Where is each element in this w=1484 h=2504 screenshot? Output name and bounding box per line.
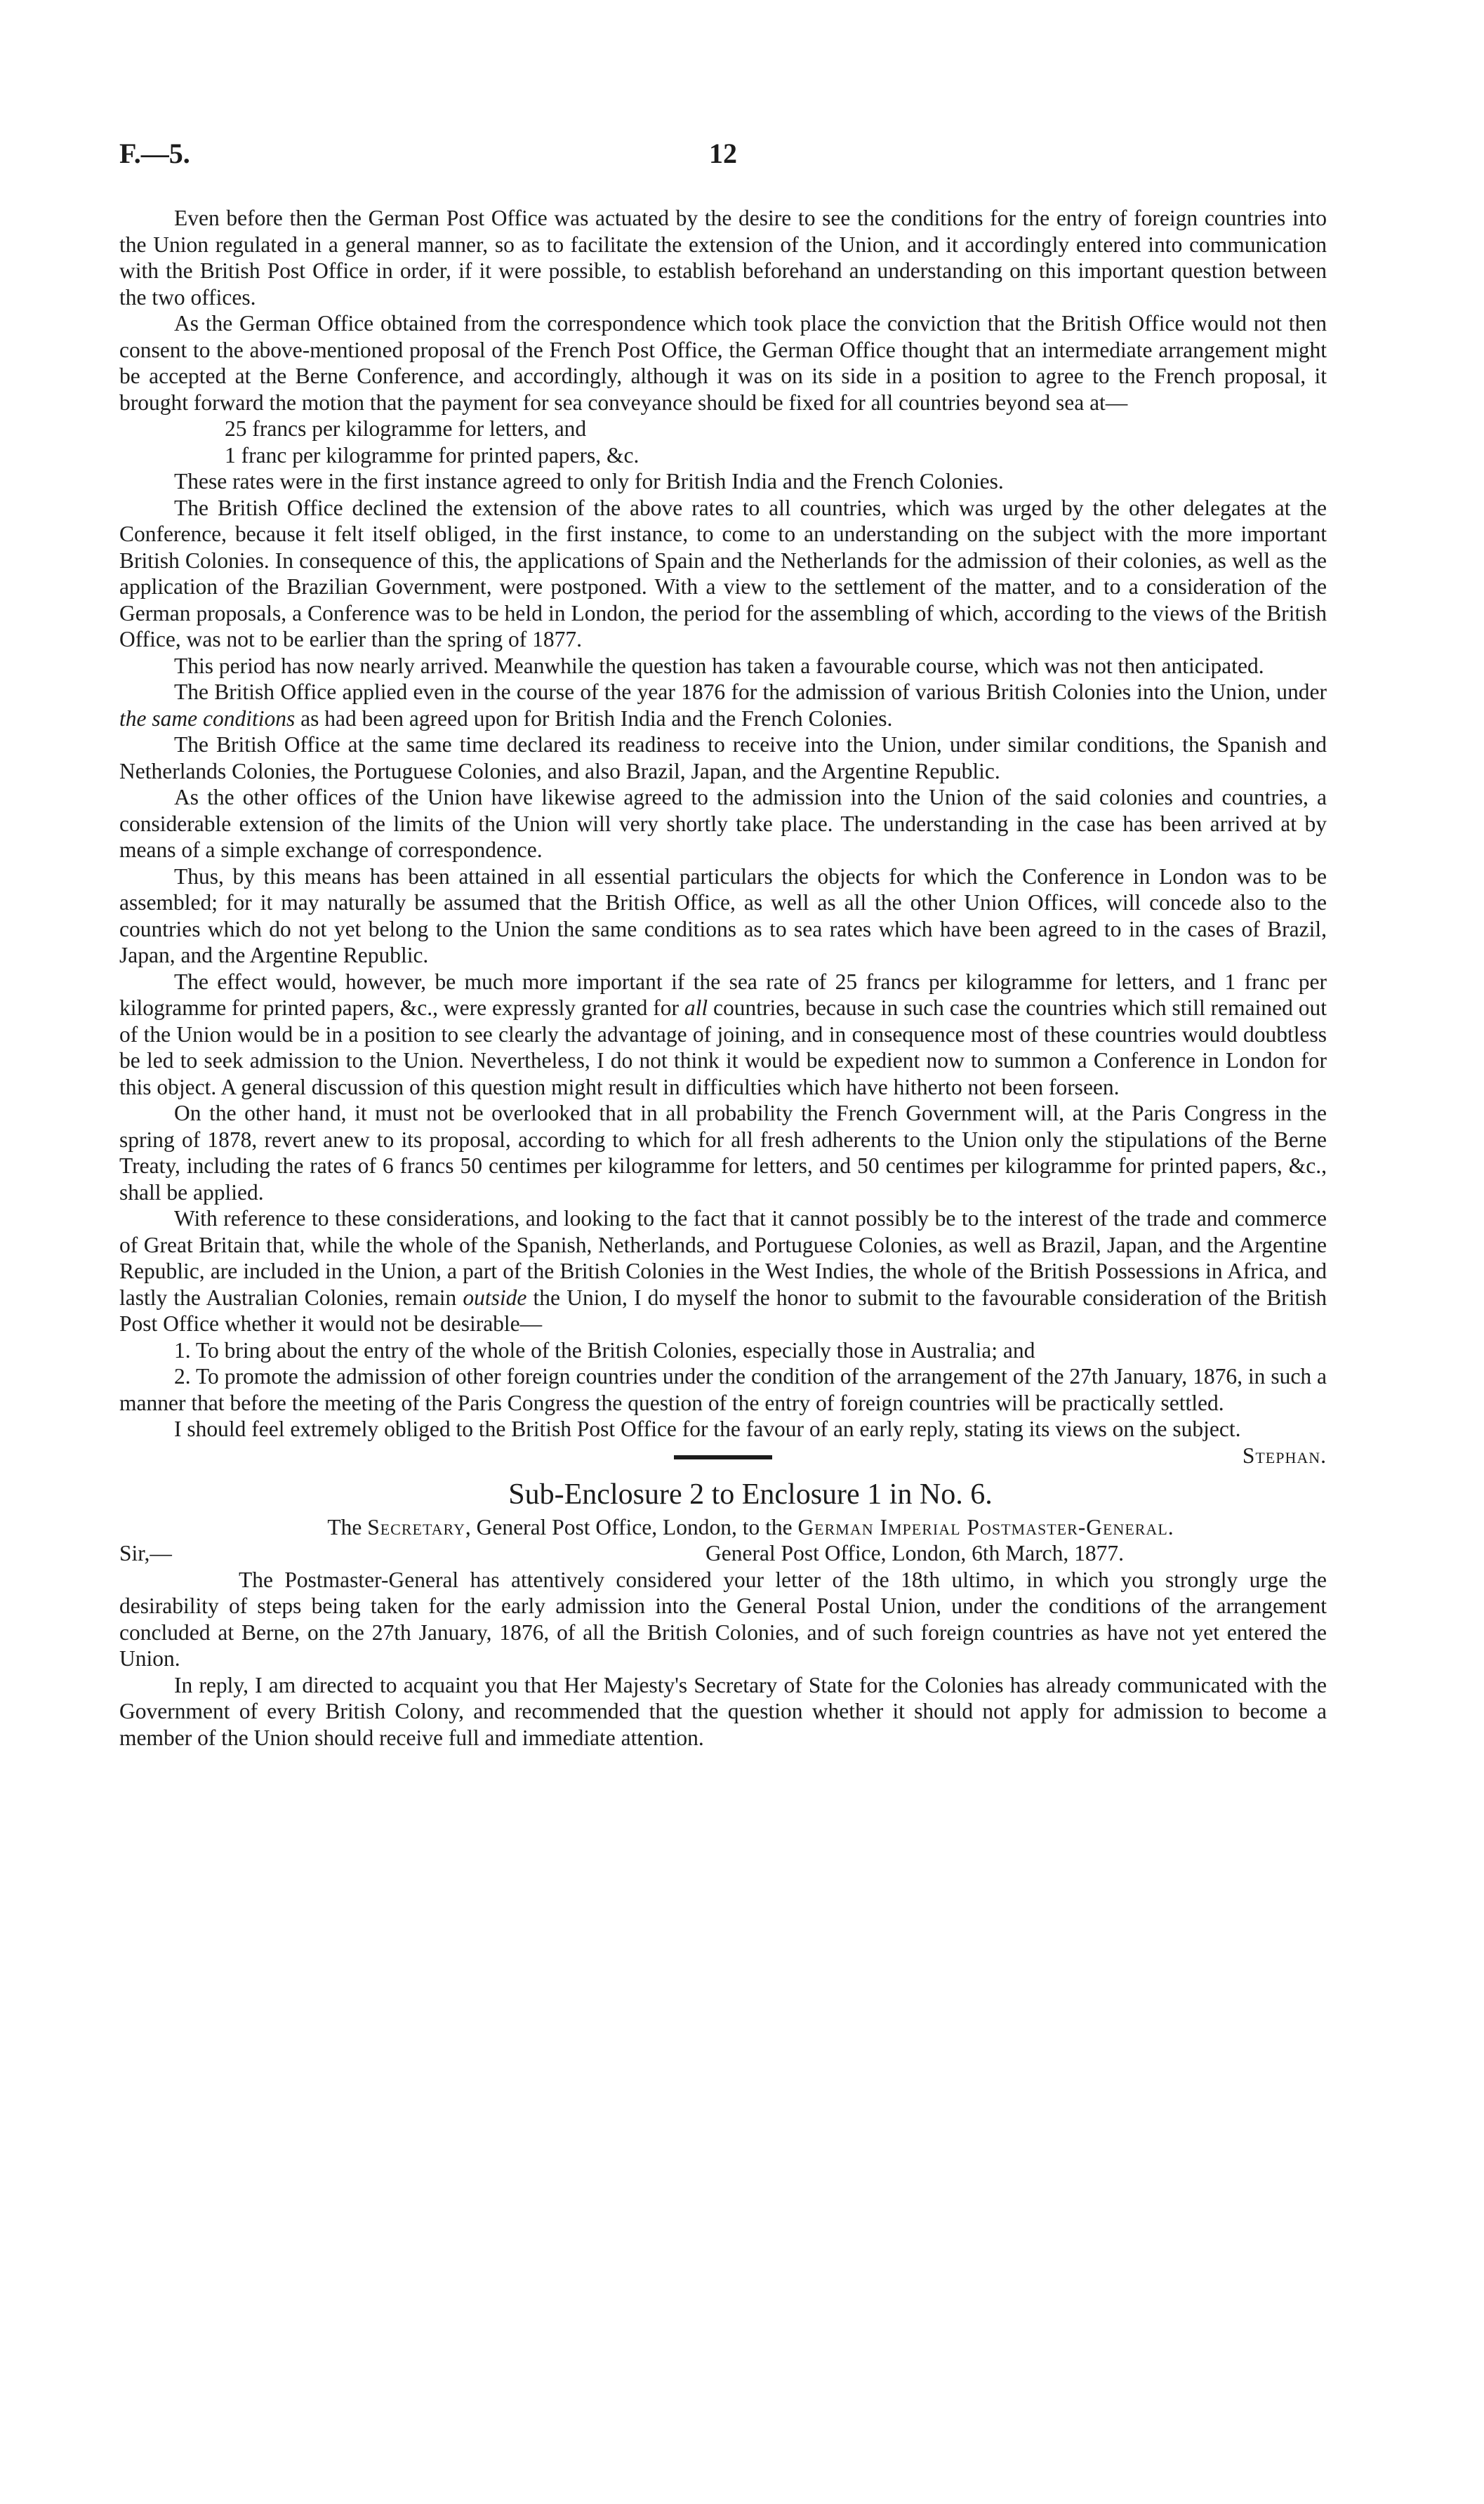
section-divider [674, 1455, 772, 1459]
text-run: . [1167, 1514, 1174, 1539]
salutation-row [119, 1540, 1327, 1567]
list-item: 2. To promote the admission of other foreign countries under the condition of the arrangement of the 27th January, 1876, in such a manner that before the meeting of the Paris Congress the question of the entry of foreign countries will be practically settled. [119, 1364, 1327, 1415]
paragraph: The British Office declined the extension of the above rates to all countries, which was urged by the other delegates at the Conference, because it felt itself obliged, in the first instance, to come to an understanding on the subject with the more important British Colonies. In consequence of this, the applications of Spain and the Netherlands for the admission of their colonies, as well as the application of the Brazilian Government, were postponed. With a view to the settlement of the matter, and to a consideration of the German proposals, a Conference was to be held in London, the period for the assembling of which, according to the views of the British Office, was not to be earlier than the spring of 1877. [119, 495, 1327, 651]
paragraph: Even before then the German Post Office was actuated by the desire to see the conditions for the entry of foreign countries into the Union regulated in a general manner, so as to facilitate the extension of the Union, and it accordingly entered into communication with the British Post Office in order, if it were possible, to establish beforehand an understanding on this important question between the two offices. [119, 206, 1327, 310]
paragraph [119, 1205, 1327, 1337]
paragraph: The British Office at the same time declared its readiness to receive into the Union, under similar conditions, the Spanish and Netherlands Colonies, the Portuguese Colonies, and also Brazil, Japan, and the Argentine Republic. [119, 732, 1327, 783]
text-run: The British Office applied even in the course of the year 1876 for the admission of various British Colonies into the Union, under [174, 680, 1327, 704]
emphasis: the same conditions [119, 706, 296, 731]
paragraph: These rates were in the first instance agreed to only for British India and the French Colonies. [174, 469, 1004, 493]
paragraph: In reply, I am directed to acquaint you that Her Majesty's Secretary of State for the Colonies has already communicated with the Government of every British Colony, and recommended that the question whether it should not apply for admission to become a member of the Union should receive full and immediate attention. [119, 1672, 1327, 1750]
rate-line: 1 franc per kilogramme for printed papers, &c. [225, 442, 640, 468]
salutation: Sir,— [119, 1541, 172, 1565]
document-reference: F.—5. [119, 138, 190, 169]
page-header [119, 137, 1327, 179]
paragraph: This period has now nearly arrived. Meanwhile the question has taken a favourable course, which was not then anticipated. [174, 653, 1264, 678]
paragraph: Thus, by this means has been attained in all essential particulars the objects for which the Conference in London was to be assembled; for it may naturally be assumed that the British Office, as well as all the other Union Offices, will concede also to the countries which do not yet belong to the Union the same conditions as to sea rates which have been agreed to in the cases of Brazil, Japan, and the Argentine Republic. [119, 863, 1327, 967]
place-date: General Post Office, London, 6th March, 1877. [705, 1541, 1125, 1565]
emphasis: outside [463, 1285, 527, 1310]
text-run: countries, because in such case the countries which still remained out of the Union would be in a position to see clearly the advantage of joining, and in consequence most of these countries would doubtless be led to seek admission to the Union. Nevertheless, I do not think it would be expedient now to summon a Conference in London for this object. A general discussion of this question might result in difficulties which have hitherto not been forseen. [119, 995, 1327, 1099]
text-run: the Union, I do myself the honor to submit to the favourable consideration of the British Post Office whether it would not be desirable— [119, 1285, 1327, 1336]
sender-title: Secretary [367, 1514, 465, 1539]
text-run: The effect would, however, be much more important if the sea rate of 25 francs per kilogramme for letters, and 1 franc per kilogramme for printed papers, &c., were expressly granted for [119, 969, 1327, 1020]
letter-address [119, 1514, 1327, 1541]
section-heading: Sub-Enclosure 2 to Enclosure 1 in No. 6. [508, 1478, 993, 1511]
paragraph: As the other offices of the Union have likewise agreed to the admission into the Union of the said colonies and countries, a considerable extension of the limits of the Union will very shortly take place. The understanding in the case has been arrived at by means of a simple exchange of correspondence. [119, 785, 1327, 862]
paragraph [119, 679, 1327, 731]
text-run: , General Post Office, London, to the [465, 1514, 798, 1539]
signature: Stephan. [1242, 1443, 1327, 1468]
closing-paragraph [119, 1416, 1327, 1468]
recipient-title: German Imperial Postmaster-General [797, 1514, 1168, 1539]
page-number: 12 [709, 138, 737, 169]
text-run: I should feel extremely obliged to the British Post Office for the favour of an early reply, stating its views on the subject. [174, 1417, 1241, 1441]
text-run: as had been agreed upon for British India and the French Colonies. [295, 706, 893, 731]
rate-line: 25 francs per kilogramme for letters, and [225, 416, 587, 441]
list-item: 1. To bring about the entry of the whole of the British Colonies, especially those in Australia; and [174, 1337, 1035, 1363]
emphasis: all [684, 995, 708, 1020]
paragraph: As the German Office obtained from the correspondence which took place the conviction that the British Office would not then consent to the above-mentioned proposal of the French Post Office, the German Office thought that an intermediate arrangement might be accepted at the Berne Conference, and accordingly, although it was on its side in a position to agree to the French proposal, it brought forward the motion that the payment for sea conveyance should be fixed for all countries beyond sea at— [119, 311, 1327, 415]
paragraph: On the other hand, it must not be overlooked that in all probability the French Government will, at the Paris Congress in the spring of 1878, revert anew to its proposal, according to which for all fresh adherents to the Union only the stipulations of the Berne Treaty, including the rates of 6 francs 50 centimes per kilogramme for letters, and 50 centimes per kilogramme for printed papers, &c., shall be applied. [119, 1101, 1327, 1205]
paragraph: The Postmaster-General has attentively considered your letter of the 18th ultimo, in which you strongly urge the desirability of steps being taken for the early admission into the General Postal Union, under the conditions of the arrangement concluded at Berne, on the 27th January, 1876, of all the British Colonies, and of such foreign countries as have not yet entered the Union. [119, 1567, 1327, 1671]
text-run: The [327, 1514, 368, 1539]
document-body [119, 205, 1327, 1751]
paragraph [119, 969, 1327, 1101]
text-run: With reference to these considerations, and looking to the fact that it cannot possibly be to the interest of the trade and commerce of Great Britain that, while the whole of the Spanish, Netherlands, and Portuguese Colonies, as well as Brazil, Japan, and the Argentine Republic, are included in the Union, a part of the British Colonies in the West Indies, the whole of the British Possessions in Africa, and lastly the Australian Colonies, remain [119, 1206, 1327, 1310]
